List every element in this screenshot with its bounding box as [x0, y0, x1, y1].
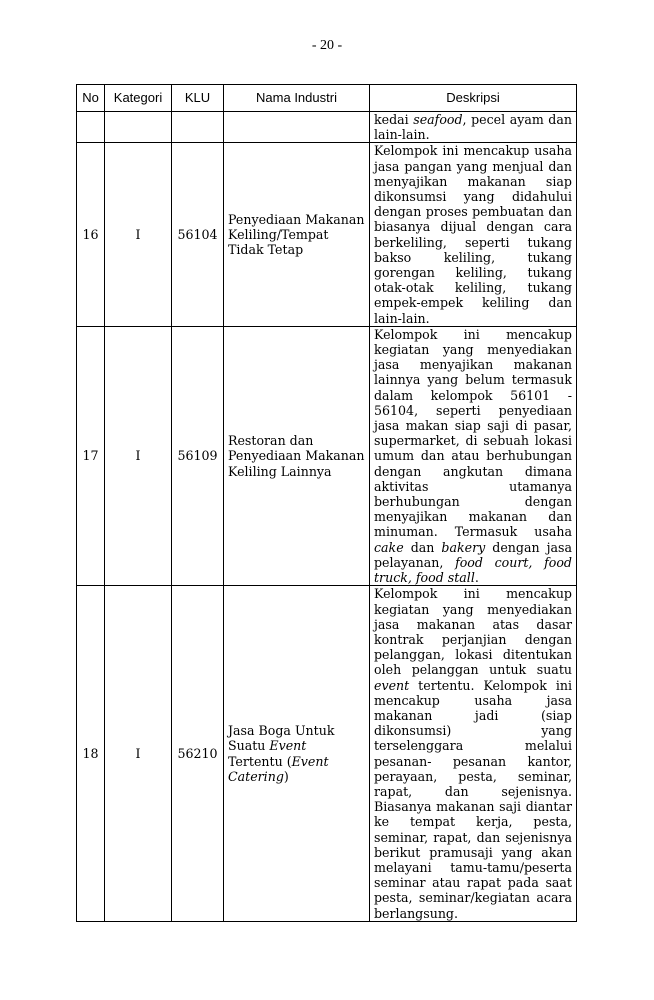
cell-deskripsi: kedai seafood, pecel ayam dan lain-lain.	[370, 112, 577, 143]
header-deskripsi: Deskripsi	[370, 85, 577, 112]
cell-nama	[224, 112, 370, 143]
cell-kategori: I	[105, 586, 172, 921]
cell-kategori	[105, 112, 172, 143]
table-row	[77, 326, 577, 585]
table-row	[77, 143, 577, 326]
cell-klu: 56210	[172, 586, 224, 921]
cell-deskripsi: Kelompok ini mencakup kegiatan yang menyediakan jasa menyajikan makanan lainnya yang belum termasuk dalam kelompok 56101 - 56104, seperti penyediaan jasa makan siap saji di pasar, supermarket, di sebuah lokasi umum dan atau berhubungan dengan angkutan dimana aktivitas utamanya berhubungan dengan menyajikan makanan dan minuman. Termasuk usaha cake dan bakery dengan jasa pelayanan, food court, food truck, food stall.	[370, 326, 577, 585]
cell-deskripsi: Kelompok ini mencakup usaha jasa pangan yang menjual dan menyajikan makanan siap dikonsumsi yang didahului dengan proses pembuatan dan biasanya dijual dengan cara berkeliling, seperti tukang bakso keliling, tukang gorengan keliling, tukang otak-otak keliling, tukang empek-empek keliling dan lain-lain.	[370, 143, 577, 326]
cell-nama: Penyediaan Makanan Keliling/Tempat Tidak Tetap	[224, 143, 370, 326]
table-row	[77, 586, 577, 921]
header-klu: KLU	[172, 85, 224, 112]
cell-no: 16	[77, 143, 105, 326]
header-nama-industri: Nama Industri	[224, 85, 370, 112]
cell-klu: 56104	[172, 143, 224, 326]
cell-kategori: I	[105, 326, 172, 585]
cell-no	[77, 112, 105, 143]
cell-klu: 56109	[172, 326, 224, 585]
cell-no: 18	[77, 586, 105, 921]
cell-no: 17	[77, 326, 105, 585]
header-no: No	[77, 85, 105, 112]
cell-klu	[172, 112, 224, 143]
cell-kategori: I	[105, 143, 172, 326]
cell-nama: Jasa Boga Untuk Suatu Event Tertentu (Event Catering)	[224, 586, 370, 921]
header-kategori: Kategori	[105, 85, 172, 112]
klu-table	[76, 84, 577, 922]
page-number: - 20 -	[311, 38, 343, 53]
table-header-row	[77, 85, 577, 112]
cell-nama: Restoran dan Penyediaan Makanan Keliling Lainnya	[224, 326, 370, 585]
table-row-continuation	[77, 112, 577, 143]
cell-deskripsi: Kelompok ini mencakup kegiatan yang menyediakan jasa makanan atas dasar kontrak perjanjian dengan pelanggan, lokasi ditentukan oleh pelanggan untuk suatu event tertentu. Kelompok ini mencakup usaha jasa makanan jadi (siap dikonsumsi) yang terselenggara melalui pesanan- pesanan kantor, perayaan, pesta, seminar, rapat, dan sejenisnya. Biasanya makanan saji diantar ke tempat kerja, pesta, seminar, rapat, dan sejenisnya berikut pramusaji yang akan melayani tamu-tamu/peserta seminar atau rapat pada saat pesta, seminar/kegiatan acara berlangsung.	[370, 586, 577, 921]
